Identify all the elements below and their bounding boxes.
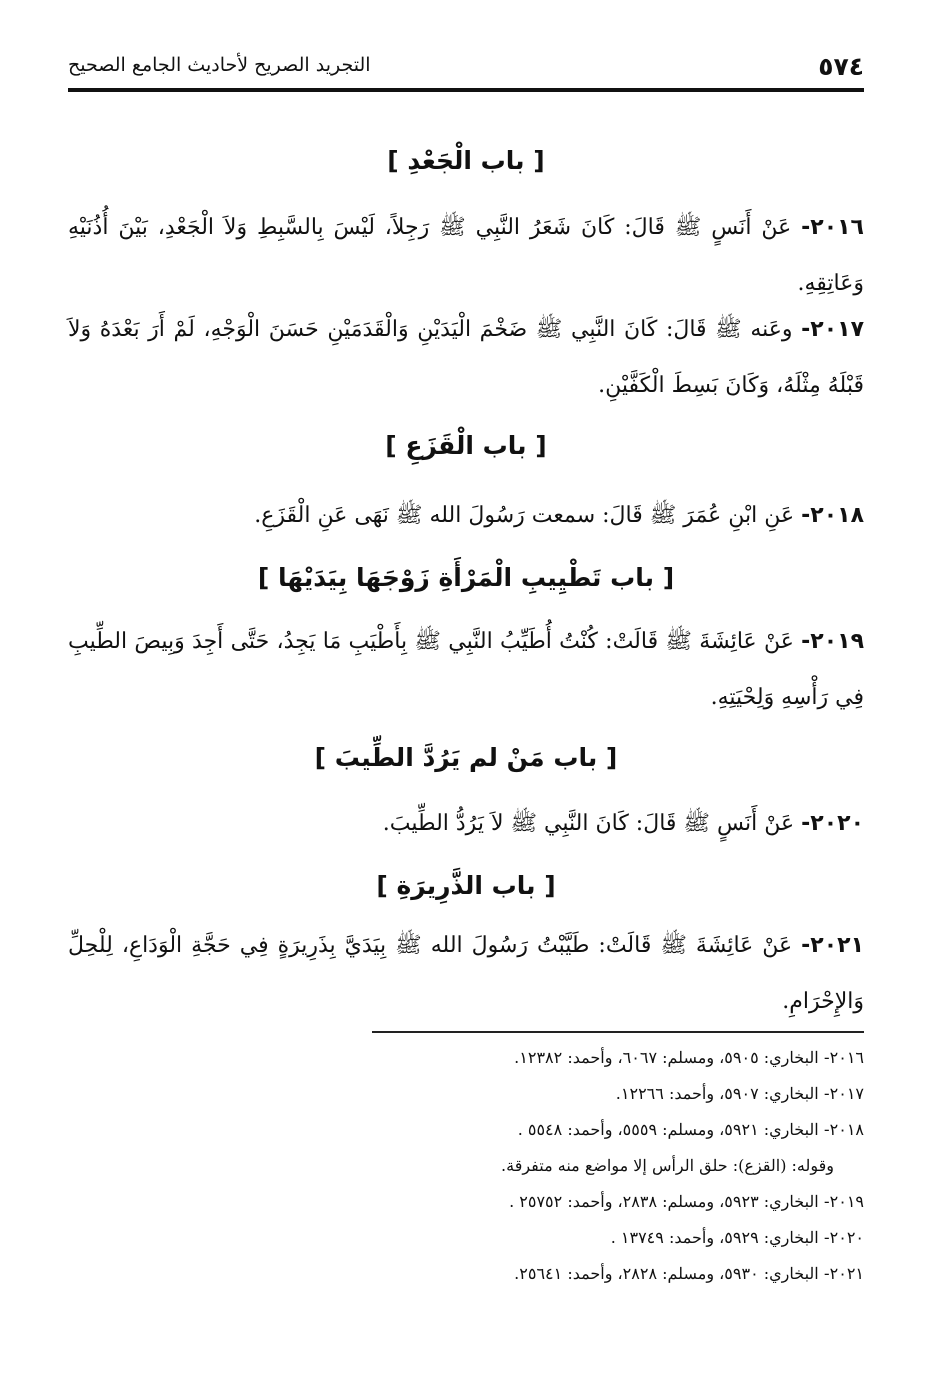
- hadith-2019: [68, 614, 864, 726]
- footnote-number: ٢٠١٨-: [823, 1120, 864, 1139]
- hadith-text: عَنْ عَائِشَةَ ﷺ قَالَتْ: طَيَّبْتُ رَسُولَ الله ﷺ بِيَدَيَّ بِذَرِيرَةٍ فِي حَجَّةِ الْوَدَاعِ، لِلْحِلِّ وَالإِحْرَامِ.: [68, 933, 864, 1014]
- footnote: [68, 1112, 864, 1148]
- footnote: [68, 1040, 864, 1076]
- footnote-text: البخاري: ٥٩٢١، ومسلم: ٥٥٥٩، وأحمد: ٥٥٤٨ .: [517, 1120, 819, 1139]
- hadith-number: ٢٠١٨-: [801, 503, 864, 528]
- footnote: [68, 1256, 864, 1292]
- footnote-number: ٢٠٢٠-: [823, 1228, 864, 1247]
- hadith-2017: [68, 302, 864, 414]
- hadith-2020: [68, 796, 864, 852]
- footnote-text: البخاري: ٥٩٠٥، ومسلم: ٦٠٦٧، وأحمد: ١٢٣٨٢.: [514, 1048, 819, 1067]
- header-rule: [68, 88, 864, 92]
- footnote-text: وقوله: (القزع): حلق الرأس إلا مواضع منه متفرقة.: [501, 1156, 834, 1175]
- footnote-number: ٢٠١٦-: [823, 1048, 864, 1067]
- footnote: [68, 1184, 864, 1220]
- hadith-2018: [68, 488, 864, 544]
- hadith-text: وعَنه ﷺ قَالَ: كَانَ النَّبِي ﷺ ضَخْمَ الْيَدَيْنِ وَالْقَدَمَيْنِ حَسَنَ الْوَجْهِ، لَمْ أَرَ بَعْدَهُ وَلاَ قَبْلَهُ مِثْلَهُ، وَكَانَ بَسِطَ الْكَفَّيْنِ.: [68, 317, 864, 398]
- hadith-number: ٢٠٢١-: [801, 933, 864, 958]
- footnote: [68, 1220, 864, 1256]
- hadith-number: ٢٠١٦-: [801, 215, 864, 240]
- hadith-text: عَنِ ابْنِ عُمَرَ ﷺ قَالَ: سمعت رَسُولَ الله ﷺ نَهَى عَنِ الْقَزَعِ.: [254, 503, 795, 528]
- section-title: [ باب الذَّرِيرَةِ ]: [376, 871, 556, 900]
- footnote-number: ٢٠١٧-: [823, 1084, 864, 1103]
- footnotes: [68, 1040, 864, 1292]
- footnote-number: ٢٠٢١-: [823, 1264, 864, 1283]
- hadith-2021: [68, 918, 864, 1030]
- footnote-text: البخاري: ٥٩٢٣، ومسلم: ٢٨٣٨، وأحمد: ٢٥٧٥٢ .: [509, 1192, 819, 1211]
- hadith-number: ٢٠٢٠-: [801, 811, 864, 836]
- footnote-text: البخاري: ٥٩٢٩، وأحمد: ١٣٧٤٩ .: [610, 1228, 819, 1247]
- hadith-number: ٢٠١٩-: [801, 629, 864, 654]
- footnote-number: ٢٠١٩-: [823, 1192, 864, 1211]
- hadith-text: عَنْ أَنَسٍ ﷺ قَالَ: كَانَ شَعَرُ النَّبِي ﷺ رَجِلاً، لَيْسَ بِالسَّبِطِ وَلاَ الْجَعْدِ، بَيْنَ أُذُنَيْهِ وَعَاتِقِهِ.: [68, 215, 864, 296]
- hadith-number: ٢٠١٧-: [801, 317, 864, 342]
- footnote-note: [68, 1148, 864, 1184]
- footnote-text: البخاري: ٥٩٣٠، ومسلم: ٢٨٢٨، وأحمد: ٢٥٦٤١.: [514, 1264, 819, 1283]
- footnote-rule: [372, 1031, 864, 1033]
- section-title: [ باب الْجَعْدِ ]: [387, 146, 545, 175]
- hadith-text: عَنْ عَائِشَةَ ﷺ قَالَتْ: كُنْتُ أُطَيِّبُ النَّبِي ﷺ بِأَطْيَبِ مَا يَجِدُ، حَتَّى أَجِدَ وَبِيصَ الطِّيبِ فِي رَأْسِهِ وَلِحْيَتِهِ.: [68, 629, 864, 710]
- page-number: ٥٧٤: [818, 52, 864, 81]
- page-header: [68, 44, 864, 92]
- hadith-text: عَنْ أَنَسٍ ﷺ قَالَ: كَانَ النَّبِي ﷺ لاَ يَرُدُّ الطِّيبَ.: [382, 811, 795, 836]
- running-title: التجريد الصريح لأحاديث الجامع الصحيح: [68, 54, 371, 76]
- section-title: [ باب تَطْيِيبِ الْمَرْأَةِ زَوْجَهَا بِيَدَيْهَا ]: [257, 563, 675, 592]
- section-title: [ باب مَنْ لم يَرُدَّ الطِّيبَ ]: [314, 743, 618, 772]
- footnote: [68, 1076, 864, 1112]
- hadith-2016: [68, 200, 864, 312]
- section-title: [ باب الْقَزَعِ ]: [385, 431, 547, 460]
- footnote-text: البخاري: ٥٩٠٧، وأحمد: ١٢٢٦٦.: [615, 1084, 819, 1103]
